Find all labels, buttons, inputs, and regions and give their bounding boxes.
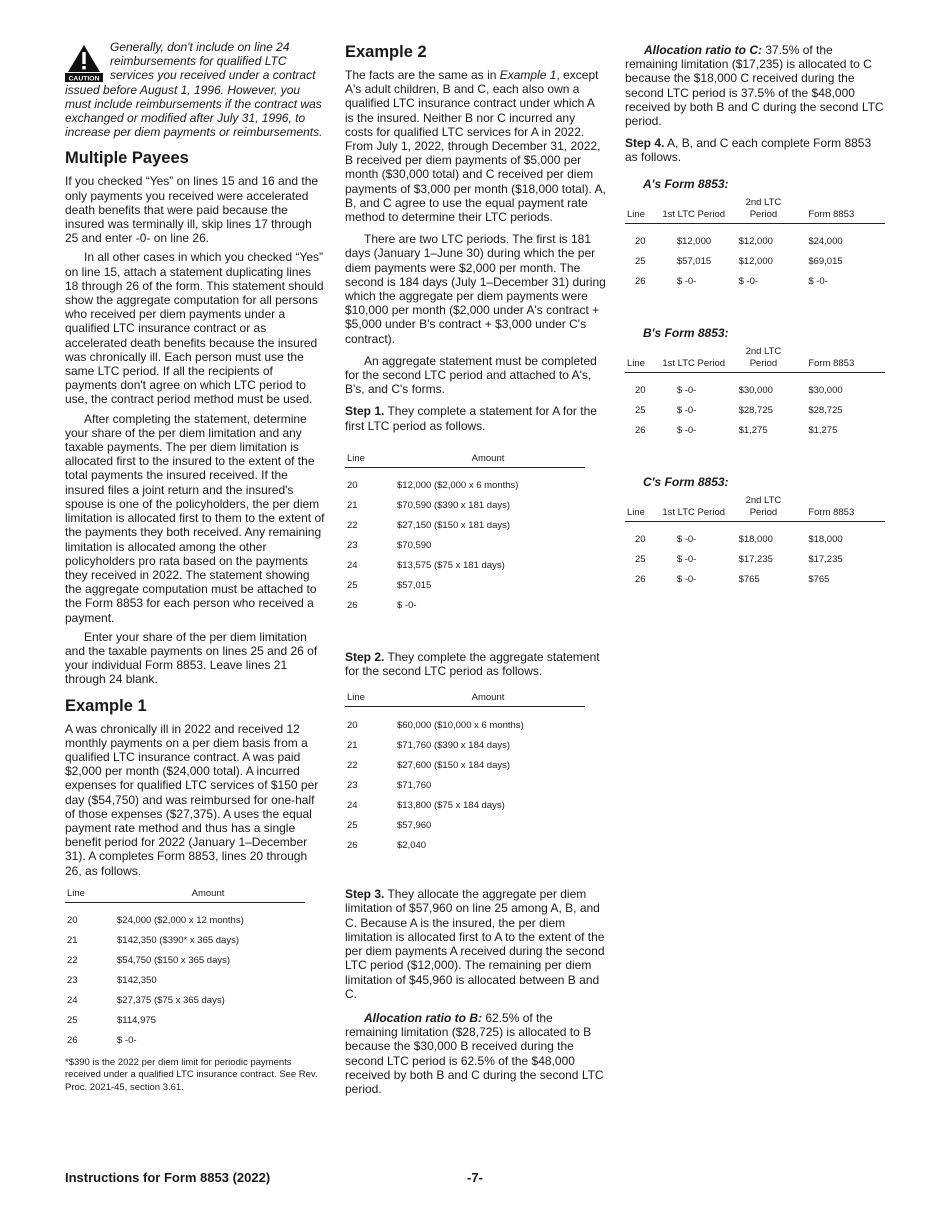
multiple-payees-p3: After completing the statement, determine your share of the per diem limitation and any taxable payments. The per diem limitation is allocated first to the insured to the extent of the total payments the insured received. If the insured files a joint return and the insured's spouse is one of the policyholders, the per diem limitation is allocated first to them to the extent of the payments they both received. Any remaining limitation is allocated among the other policyholders pro rata based on the payments they received in 2022. The statement showing the aggregate computation must be attached to the Form 8853 for each person who received a payment. <box>65 411 325 625</box>
table-row: 21 $70,590 ($390 x 181 days) <box>347 500 511 512</box>
multiple-payees-p4: Enter your share of the per diem limitation and the taxable payments on lines 25 and 26 of your individual Form 8853. Leave lines 21 through 24 blank. <box>65 629 318 687</box>
example2-heading: Example 2 <box>345 43 427 61</box>
b-form-title: B's Form 8853: <box>643 325 729 340</box>
caution-block <box>65 40 326 139</box>
table-row: 22 $27,600 ($150 x 184 days) <box>347 759 511 771</box>
table-row: 22 $27,150 ($150 x 181 days) <box>347 520 511 532</box>
allocation-c-text: Allocation ratio to C: 37.5% of the remaining limitation ($17,235) is allocated to C because the $18,000 C received during the second LTC period is 37.5% of the $48,000 received by both B and C during the second LTC period. <box>625 43 884 129</box>
caution-icon <box>65 44 103 82</box>
table-header-form: Form 8853 <box>798 344 885 373</box>
table-row: 20 $ -0- $30,000 $30,000 <box>635 385 843 397</box>
step2-table <box>345 690 585 855</box>
column-3 <box>625 40 886 590</box>
table-header-line: Line <box>345 451 379 468</box>
example2-p3: An aggregate statement must be completed for the second LTC period and attached to A's, B's, and C's forms. <box>345 353 597 397</box>
table-row: 26 $ -0- $765 $765 <box>635 574 830 586</box>
table-header-2nd-ltc: 2nd LTC Period <box>729 195 799 224</box>
table-row: 26 $2,040 <box>347 839 427 851</box>
table-row: 25 $114,975 <box>67 1015 156 1027</box>
c-form-title: C's Form 8853: <box>643 474 729 489</box>
table-header-amount: Amount <box>99 886 305 903</box>
caution-label: CAUTION <box>68 75 100 82</box>
footer-title: Instructions for Form 8853 (2022) <box>65 1170 271 1185</box>
table-header-line: Line <box>625 195 659 224</box>
table-header-1st-ltc: 1st LTC Period <box>659 344 729 373</box>
table-row: 20 $ -0- $18,000 $18,000 <box>635 534 843 546</box>
table-row: 26 $ -0- $1,275 $1,275 <box>635 425 838 437</box>
example2-p1: The facts are the same as in Example 1, except A's adult children, B and C, each also own a qualified LTC insurance contract under which A is the insured. Neither B nor C incurred any costs for qualified LTC services for A in 2022. From July 1, 2022, through December 31, 2022, B received per diem payments of $5,000 per month ($30,000 total) and C received per diem payments of $3,000 per month ($18,000 total). A, B, and C agree to use the equal payment rate method to determine their LTC periods. <box>345 68 606 225</box>
example1-reference: Example 1 <box>499 68 557 82</box>
column-1 <box>65 40 326 1094</box>
step4-text: Step 4. A, B, and C each complete Form 8853 as follows. <box>625 136 872 165</box>
b-form-table <box>625 344 885 441</box>
example1-p1: A was chronically ill in 2022 and received 12 monthly payments on a per diem basis from a qualified LTC insurance contract. A was paid $2,000 per month ($24,000 total). A incurred expenses for qualified LTC services of $150 per day ($54,750) and was reimbursed for one-half of those expenses ($27,375). A uses the equal payment rate method and thus has a single benefit period for 2022 (January 1–December 31). A completes Form 8853, lines 20 through 26, as follows. <box>65 721 319 878</box>
table-row: 24 $27,375 ($75 x 365 days) <box>67 995 225 1007</box>
table-row: 25 $57,015 <box>347 580 432 592</box>
c-form-table <box>625 493 885 590</box>
table-row: 26 $ -0- <box>67 1035 137 1047</box>
table-row: 22 $54,750 ($150 x 365 days) <box>67 955 231 967</box>
table-row: 26 $ -0- <box>347 600 417 612</box>
table-row: 20 $12,000 $12,000 $24,000 <box>635 236 843 248</box>
caution-text-part1: Generally, don't include on line 24 reimbursements for qualified LTC services you received under a contract <box>110 40 316 83</box>
step3-text: Step 3. They allocate the aggregate per diem limitation of $57,960 on line 25 among A, B, and C. Because A is the insured, the per diem limitation is allocated first to A to the extent of the per diem payments A received during the second LTC period ($12,000). The remaining per diem limitation of $45,960 is allocated between B and C. <box>345 887 605 1001</box>
example2-p2: There are two LTC periods. The first is 181 days (January 1–June 30) during which the per diem payments were $2,000 per month. The second is 184 days (July 1–December 31) during which the aggregate per diem payments were $10,000 per month ($2,000 under A's contract + $5,000 under B's contract + $3,000 under C's contract). <box>345 232 606 346</box>
table-row: 23 $142,350 <box>67 975 157 987</box>
table-header-amount: Amount <box>379 451 585 468</box>
table-header-1st-ltc: 1st LTC Period <box>659 493 729 522</box>
table-header-form: Form 8853 <box>798 195 885 224</box>
multiple-payees-p1: If you checked “Yes” on lines 15 and 16 and the only payments you received were accelerated death benefits that were paid because the insured was terminally ill, skip lines 17 through 25 and enter -0- on line 26. <box>65 174 319 246</box>
table-row: 23 $71,760 <box>347 779 432 791</box>
table-row: 20 $12,000 ($2,000 x 6 months) <box>347 480 519 492</box>
table-row: 25 $ -0- $28,725 $28,725 <box>635 405 843 417</box>
table-row: 23 $70,590 <box>347 540 432 552</box>
table-row: 24 $13,800 ($75 x 184 days) <box>347 799 505 811</box>
caution-text-part2: issued before August 1, 1996. However, you must include reimbursements if the contract was exchanged or modified after July 31, 1996, to increase per diem payments or reimbursements. <box>65 82 323 140</box>
table-row: 25 $ -0- $17,235 $17,235 <box>635 554 843 566</box>
example1-heading: Example 1 <box>65 696 147 715</box>
table-row: 21 $71,760 ($390 x 184 days) <box>347 739 511 751</box>
table-header-line: Line <box>625 493 659 522</box>
multiple-payees-heading: Multiple Payees <box>65 149 189 168</box>
table-header-line: Line <box>345 690 379 707</box>
page-number: -7- <box>467 1170 483 1185</box>
table-row: 25 $57,960 <box>347 819 432 831</box>
example1-footnote: *$390 is the 2022 per diem limit for periodic payments received under a qualified LTC insurance contract. See Rev. Proc. 2021-45, section 3.61. <box>65 1056 318 1093</box>
table-row: 21 $142,350 ($390* x 365 days) <box>67 935 240 947</box>
example1-table <box>65 886 305 1051</box>
table-header-2nd-ltc: 2nd LTC Period <box>729 493 799 522</box>
table-row: 20 $60,000 ($10,000 x 6 months) <box>347 719 524 731</box>
step1-table <box>345 451 585 616</box>
allocation-b-text: Allocation ratio to B: 62.5% of the remaining limitation ($28,725) is allocated to B because the $30,000 B received during the second LTC period is 62.5% of the $48,000 received by both B and C during the second LTC period. <box>345 1010 604 1096</box>
table-header-form: Form 8853 <box>798 493 885 522</box>
table-row: 24 $13,575 ($75 x 181 days) <box>347 560 505 572</box>
table-header-line: Line <box>625 344 659 373</box>
a-form-title: A's Form 8853: <box>643 176 729 191</box>
column-2 <box>345 40 606 1096</box>
table-header-2nd-ltc: 2nd LTC Period <box>729 344 799 373</box>
table-header-line: Line <box>65 886 99 903</box>
table-row: 25 $57,015 $12,000 $69,015 <box>635 256 843 268</box>
multiple-payees-p2: In all other cases in which you checked “Yes” on line 15, attach a statement duplicating lines 18 through 26 of the form. This statement should show the aggregate computation for all persons who received per diem payments under a qualified LTC insurance contract or as accelerated death benefits because the insured was chronically ill. Each person must use the same LTC period. If all the recipients of payments don't agree on which LTC period to use, the contract period method must be used. <box>65 250 324 407</box>
step2-text: Step 2. They complete the aggregate statement for the second LTC period as follows. <box>345 649 600 679</box>
table-row: 20 $24,000 ($2,000 x 12 months) <box>67 915 244 927</box>
a-form-table <box>625 195 885 292</box>
table-header-1st-ltc: 1st LTC Period <box>659 195 729 224</box>
table-row: 26 $ -0- $ -0- $ -0- <box>635 276 828 288</box>
table-header-amount: Amount <box>379 690 585 707</box>
step1-text: Step 1. They complete a statement for A for the first LTC period as follows. <box>345 404 597 433</box>
